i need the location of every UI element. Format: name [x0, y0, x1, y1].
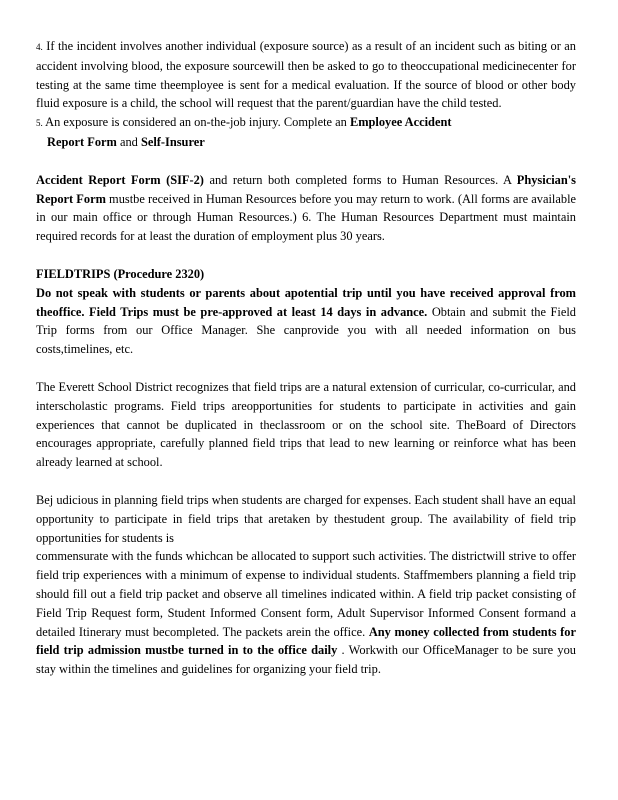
bold-phrase: Physician's Report Form	[36, 172, 576, 206]
paragraph-accident-report	[36, 171, 576, 246]
list-item-4	[36, 37, 576, 113]
bold-phrase: Do not speak with students or parents about apotential trip until you have received approval from theoffice. Field Trips must be pre-approved at least 14 days in advance.	[36, 285, 576, 319]
list-number: 4.	[36, 42, 43, 52]
list-number: 5.	[36, 118, 43, 129]
text-fragment: commensurate with the funds whichcan be allocated to support such activities. The districtwill strive to offer field trip experiences with a minimum of expense to individual students. Staffmembers planning a field trip should fill out a field trip packet and observe all timelines indicated within. A field trip packet consisting of Field Trip Request form, Student Informed Consent form, Adult Supervisor Informed Consent formand a detailed Itinerary must becompleted. The packets arein the office.	[36, 549, 576, 639]
paragraph-judicious-cont	[36, 547, 576, 679]
list-item-text: An exposure is considered an on-the-job injury. Complete an	[45, 115, 350, 130]
bold-phrase: Any money collected from students for field trip admission mustbe turned in to the office daily	[36, 624, 577, 658]
text-fragment: Bej udicious in planning field trips when students are charged for expenses. Each student shall have an equal opportunity to participate in field trips that aretaken by thestudent group. The availability of field trip opportunities for students is	[36, 492, 576, 545]
list-item-text: If the incident involves another individual (exposure source) as a result of an incident such as biting or an accident involving blood, the exposure sourcewill then be asked to go to theoccupational medicinecenter for testing at the same time theemployee is sent for a medical evaluation. If the source of blood or other body fluid exposure is a child, the school will request that the parent/guardian have the child tested.	[36, 39, 576, 111]
heading-text: FIELDTRIPS (Procedure 2320)	[36, 266, 205, 281]
text-fragment: mustbe received in Human Resources before you may return to work. (All forms are available in our main office or through Human Resources.) 6. The Human Resources Department must maintain required records for at least the duration of employment plus 30 years.	[36, 191, 577, 244]
section-heading-fieldtrips	[36, 265, 576, 284]
text-fragment: and return both completed forms to Human Resources. A	[203, 172, 517, 187]
paragraph-fieldtrips-approval	[36, 284, 576, 359]
bold-phrase: Accident Report Form (SIF-2)	[36, 172, 204, 187]
text-fragment: . Workwith our OfficeManager to be sure you stay within the timelines and guidelines for organizing your field trip.	[36, 643, 576, 677]
bold-phrase: Employee Accident	[349, 115, 452, 130]
paragraph-district: The Everett School District recognizes that field trips are a natural extension of curricular, co-curricular, and interscholastic programs. Field trips areopportunities for students to participate in activities and gain experiences that cannot be duplicated in theclassroom or on the school site. TheBoard of Directors encourages appropriate, carefully planned field trips that lead to new learning or reinforce what has been already learned at school.	[36, 379, 576, 470]
document-page	[36, 37, 576, 679]
list-item-5	[36, 113, 576, 152]
bold-phrase: Self-Insurer	[140, 134, 205, 149]
paragraph-judicious	[36, 491, 576, 547]
text-fragment: Obtain and submit the Field Trip forms from our Office Manager. She canprovide you with all needed information on bus costs,timelines, etc.	[36, 304, 576, 357]
text-fragment: and	[116, 134, 141, 149]
bold-phrase: Report Form	[47, 134, 117, 149]
